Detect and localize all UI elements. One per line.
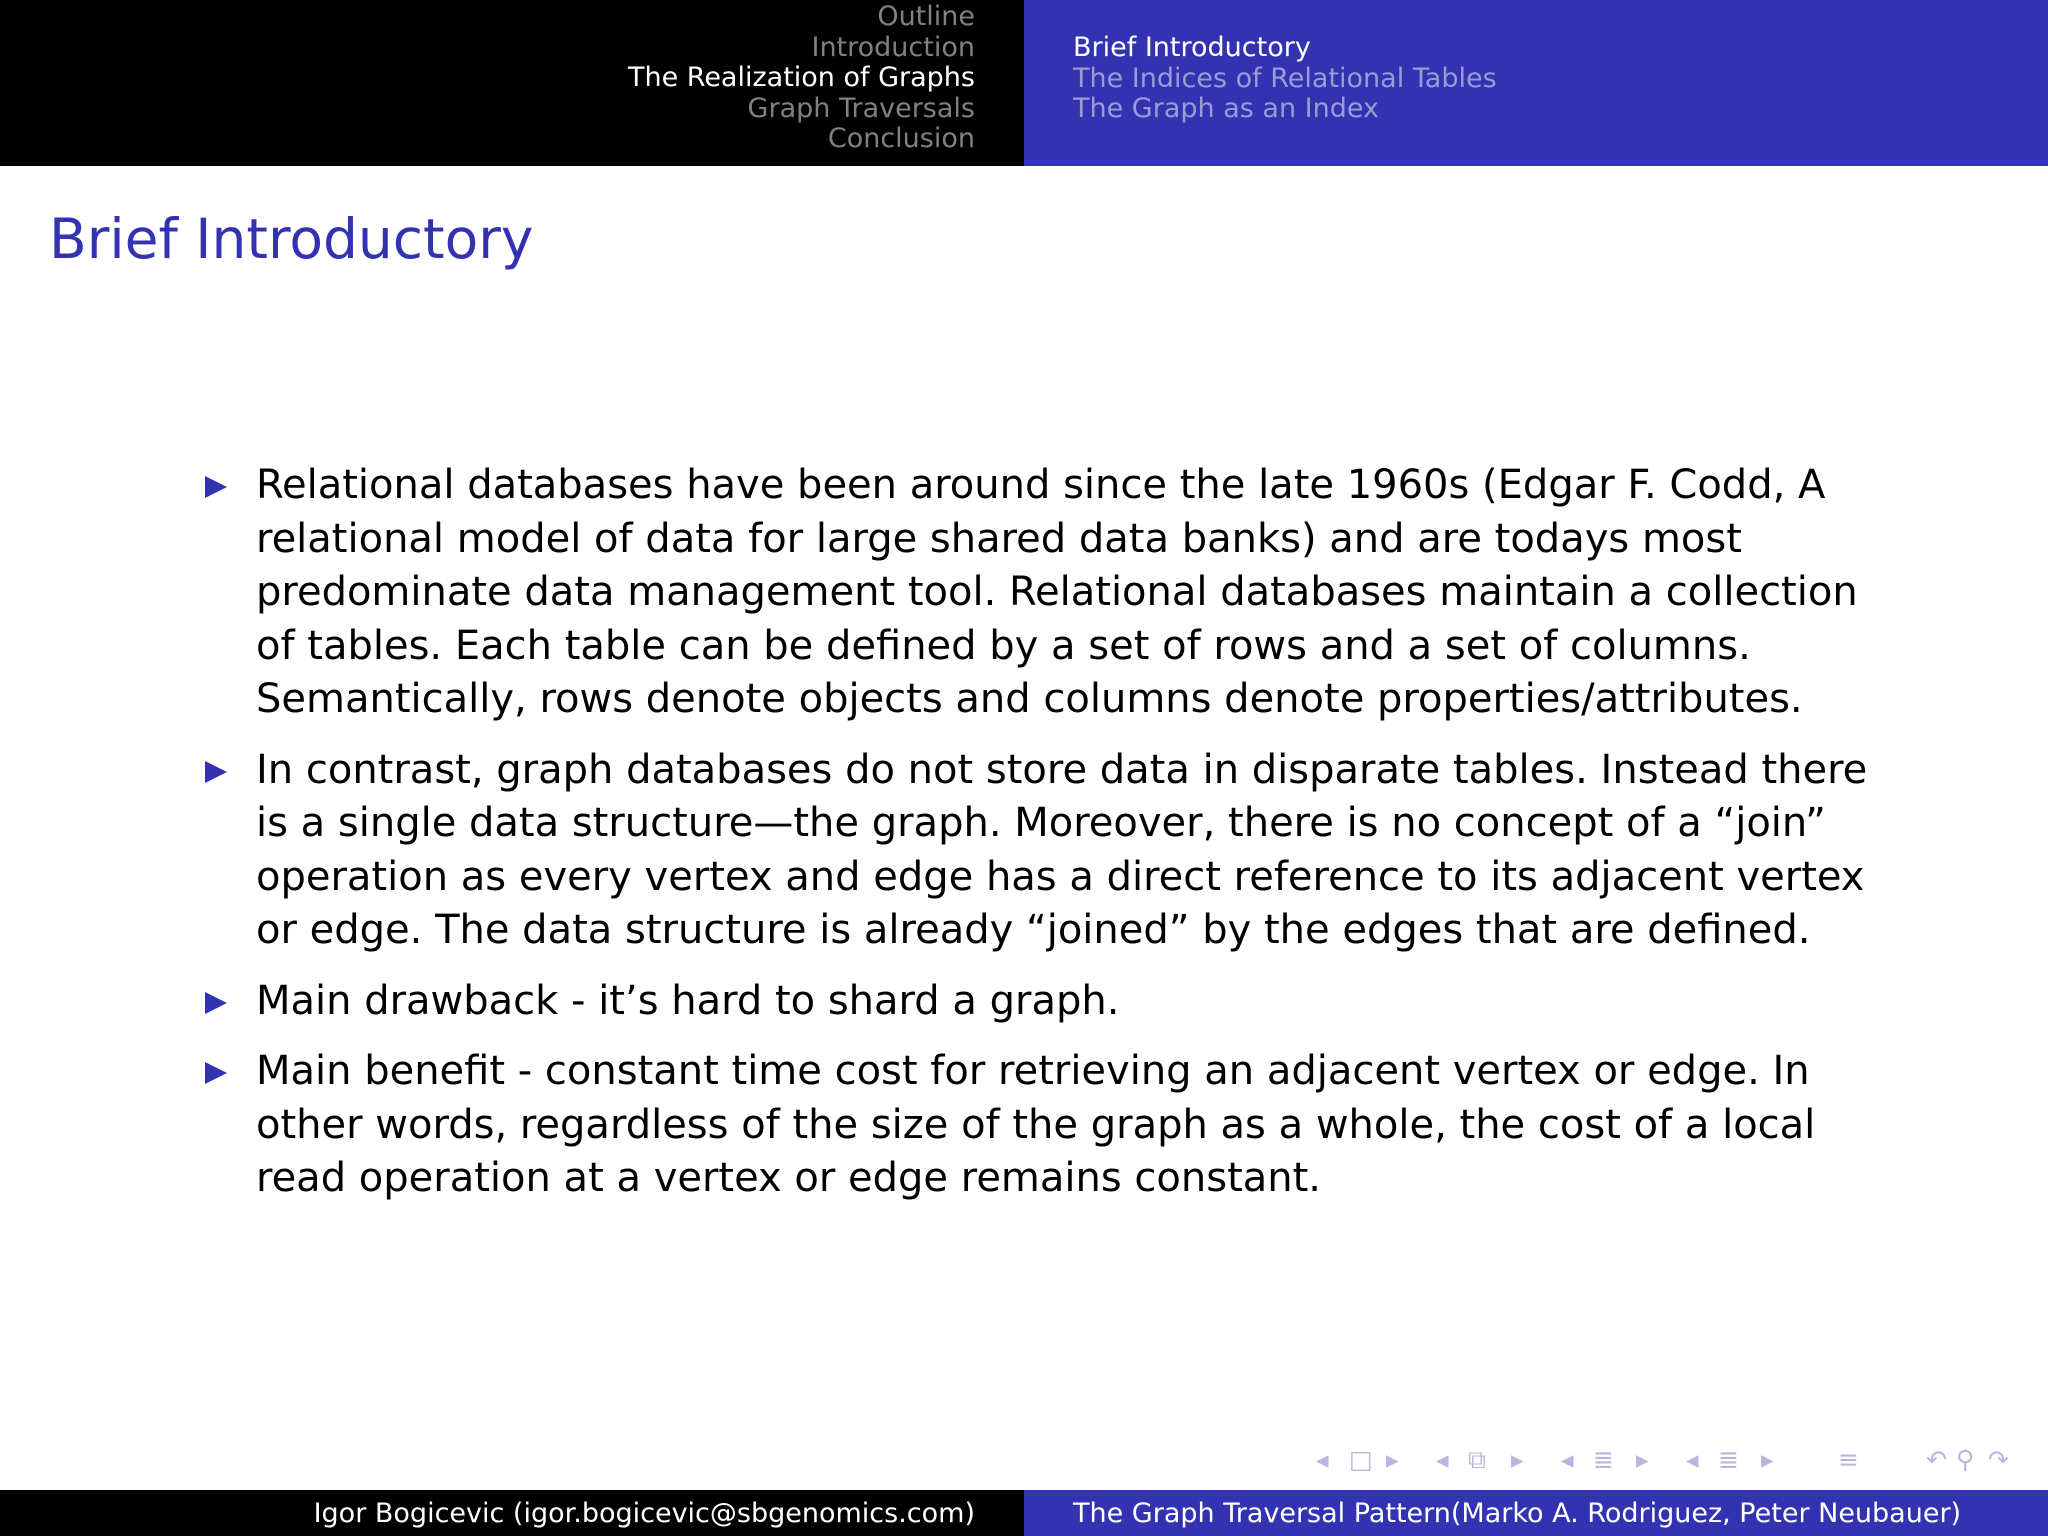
bullet-item — [205, 744, 1905, 958]
section-icon[interactable]: ≣ — [1593, 1445, 1614, 1474]
bullet-text: Relational databases have been around since the late 1960s (Edgar F. Codd, A relational model of data for large shared data banks) and are todays most predominate data management tool. Relational databases maintain a collection of tables. Each table can be defined by a set of rows and a set of columns. Semantically, rows denote objects and columns denote properties/attributes. — [256, 462, 1858, 722]
bullet-triangle-icon — [205, 761, 227, 783]
nav-subsection-brief-introductory[interactable]: Brief Introductory — [1073, 32, 1311, 63]
nav-section-outline[interactable]: Outline — [877, 1, 975, 32]
bullet-text: Main benefit - constant time cost for retrieving an adjacent vertex or edge. In other words, regardless of the size of the graph as a whole, the cost of a local read operation at a vertex or edge remains constant. — [256, 1048, 1816, 1201]
document-icon[interactable]: ≣ — [1718, 1445, 1739, 1474]
subsection-navigation — [1024, 0, 2048, 166]
nav-subsection-graph-as-an-index[interactable]: The Graph as an Index — [1073, 93, 1379, 125]
footer-talk-title: The Graph Traversal Pattern(Marko A. Rodriguez, Peter Neubauer) — [1073, 1497, 1962, 1529]
arrow-right-icon[interactable]: ▸ — [1511, 1445, 1524, 1474]
arrow-right-icon[interactable]: ▸ — [1761, 1445, 1774, 1474]
footer — [0, 1490, 2048, 1536]
arrow-right-icon[interactable]: ▸ — [1636, 1445, 1649, 1474]
nav-subsection-indices-of-relational-tables[interactable]: The Indices of Relational Tables — [1073, 62, 1497, 94]
bullet-text: Main drawback - it’s hard to shard a graph. — [256, 977, 1120, 1024]
slide-title: Brief Introductory — [49, 207, 534, 271]
bullet-triangle-icon — [205, 992, 227, 1014]
arrow-left-icon[interactable]: ◂ — [1316, 1445, 1329, 1474]
arrow-right-icon[interactable]: ▸ — [1386, 1445, 1399, 1474]
footer-author: Igor Bogicevic (igor.bogicevic@sbgenomics.com) — [313, 1497, 975, 1529]
bullet-list — [205, 459, 1905, 1223]
header-navigation — [0, 0, 2048, 166]
subsection-icon[interactable]: ⧉ — [1468, 1445, 1486, 1474]
navigation-symbols — [1306, 1444, 2026, 1476]
bullet-triangle-icon — [205, 476, 227, 498]
back-icon[interactable]: ↶ — [1926, 1445, 1947, 1474]
bullet-item — [205, 975, 1905, 1029]
search-icon[interactable]: ⚲ — [1956, 1445, 1975, 1474]
footer-title-panel — [1024, 1490, 2048, 1536]
nav-section-conclusion[interactable]: Conclusion — [827, 123, 975, 155]
nav-section-graph-traversals[interactable]: Graph Traversals — [747, 92, 975, 124]
nav-section-realization-of-graphs[interactable]: The Realization of Graphs — [627, 62, 975, 94]
arrow-left-icon[interactable]: ◂ — [1561, 1445, 1574, 1474]
bullet-item — [205, 1045, 1905, 1206]
section-navigation — [0, 0, 1024, 166]
nav-section-introduction[interactable]: Introduction — [811, 31, 975, 63]
bullet-text: In contrast, graph databases do not store data in disparate tables. Instead there is a single data structure—the graph. Moreover, there is no concept of a “join” operation as every vertex and edge has a direct reference to its adjacent vertex or edge. The data structure is already “joined” by the edges that are defined. — [256, 746, 1868, 953]
arrow-left-icon[interactable]: ◂ — [1436, 1445, 1449, 1474]
frame-icon[interactable]: □ — [1349, 1445, 1373, 1474]
forward-icon[interactable]: ↷ — [1988, 1445, 2009, 1474]
align-icon[interactable]: ≡ — [1838, 1445, 1859, 1474]
arrow-left-icon[interactable]: ◂ — [1686, 1445, 1699, 1474]
footer-author-panel — [0, 1490, 1024, 1536]
bullet-triangle-icon — [205, 1062, 227, 1084]
bullet-item — [205, 459, 1905, 727]
